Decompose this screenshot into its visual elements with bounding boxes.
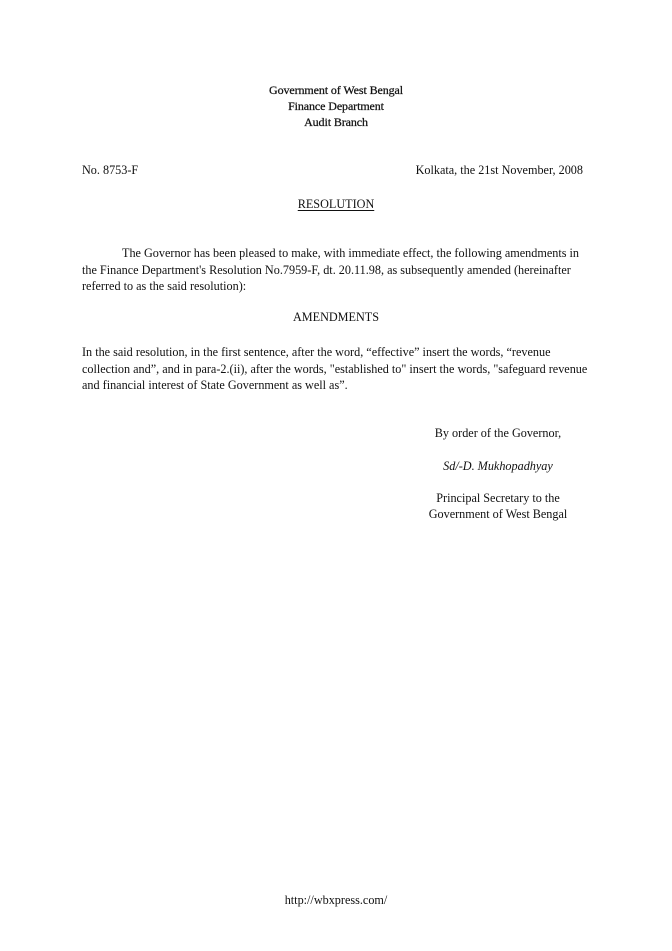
designation-line1: Principal Secretary to the [436,491,560,505]
footer-url[interactable]: http://wbxpress.com/ [284,893,388,907]
designation-line2: Government of West Bengal [428,507,568,521]
signatory-name: Sd/-D. Mukhopadhyay [443,459,553,473]
amendments-paragraph: In the said resolution, in the first sentence, after the word, “effective” insert the words, “revenue collection and”, and in para-2.(ii), after the words, "established to" insert the words, "safeguard revenue and financial interest of State Government as well as”. [82,345,588,392]
header-department: Finance Department [288,99,384,113]
header-government: Government of West Bengal [269,83,403,97]
document-title: RESOLUTION [297,197,375,211]
resolution-number: No. 8753-F [82,163,139,177]
intro-paragraph: The Governor has been pleased to make, with immediate effect, the following amendments in the Finance Department's Resolution No.7959-F, dt. 20.11.98, as subsequently amended (hereinafter referred to as the said resolution): [82,246,580,293]
header-branch: Audit Branch [304,115,368,129]
place-date: Kolkata, the 21st November, 2008 [415,163,583,177]
amendments-heading: AMENDMENTS [293,310,379,324]
order-line: By order of the Governor, [434,426,562,440]
